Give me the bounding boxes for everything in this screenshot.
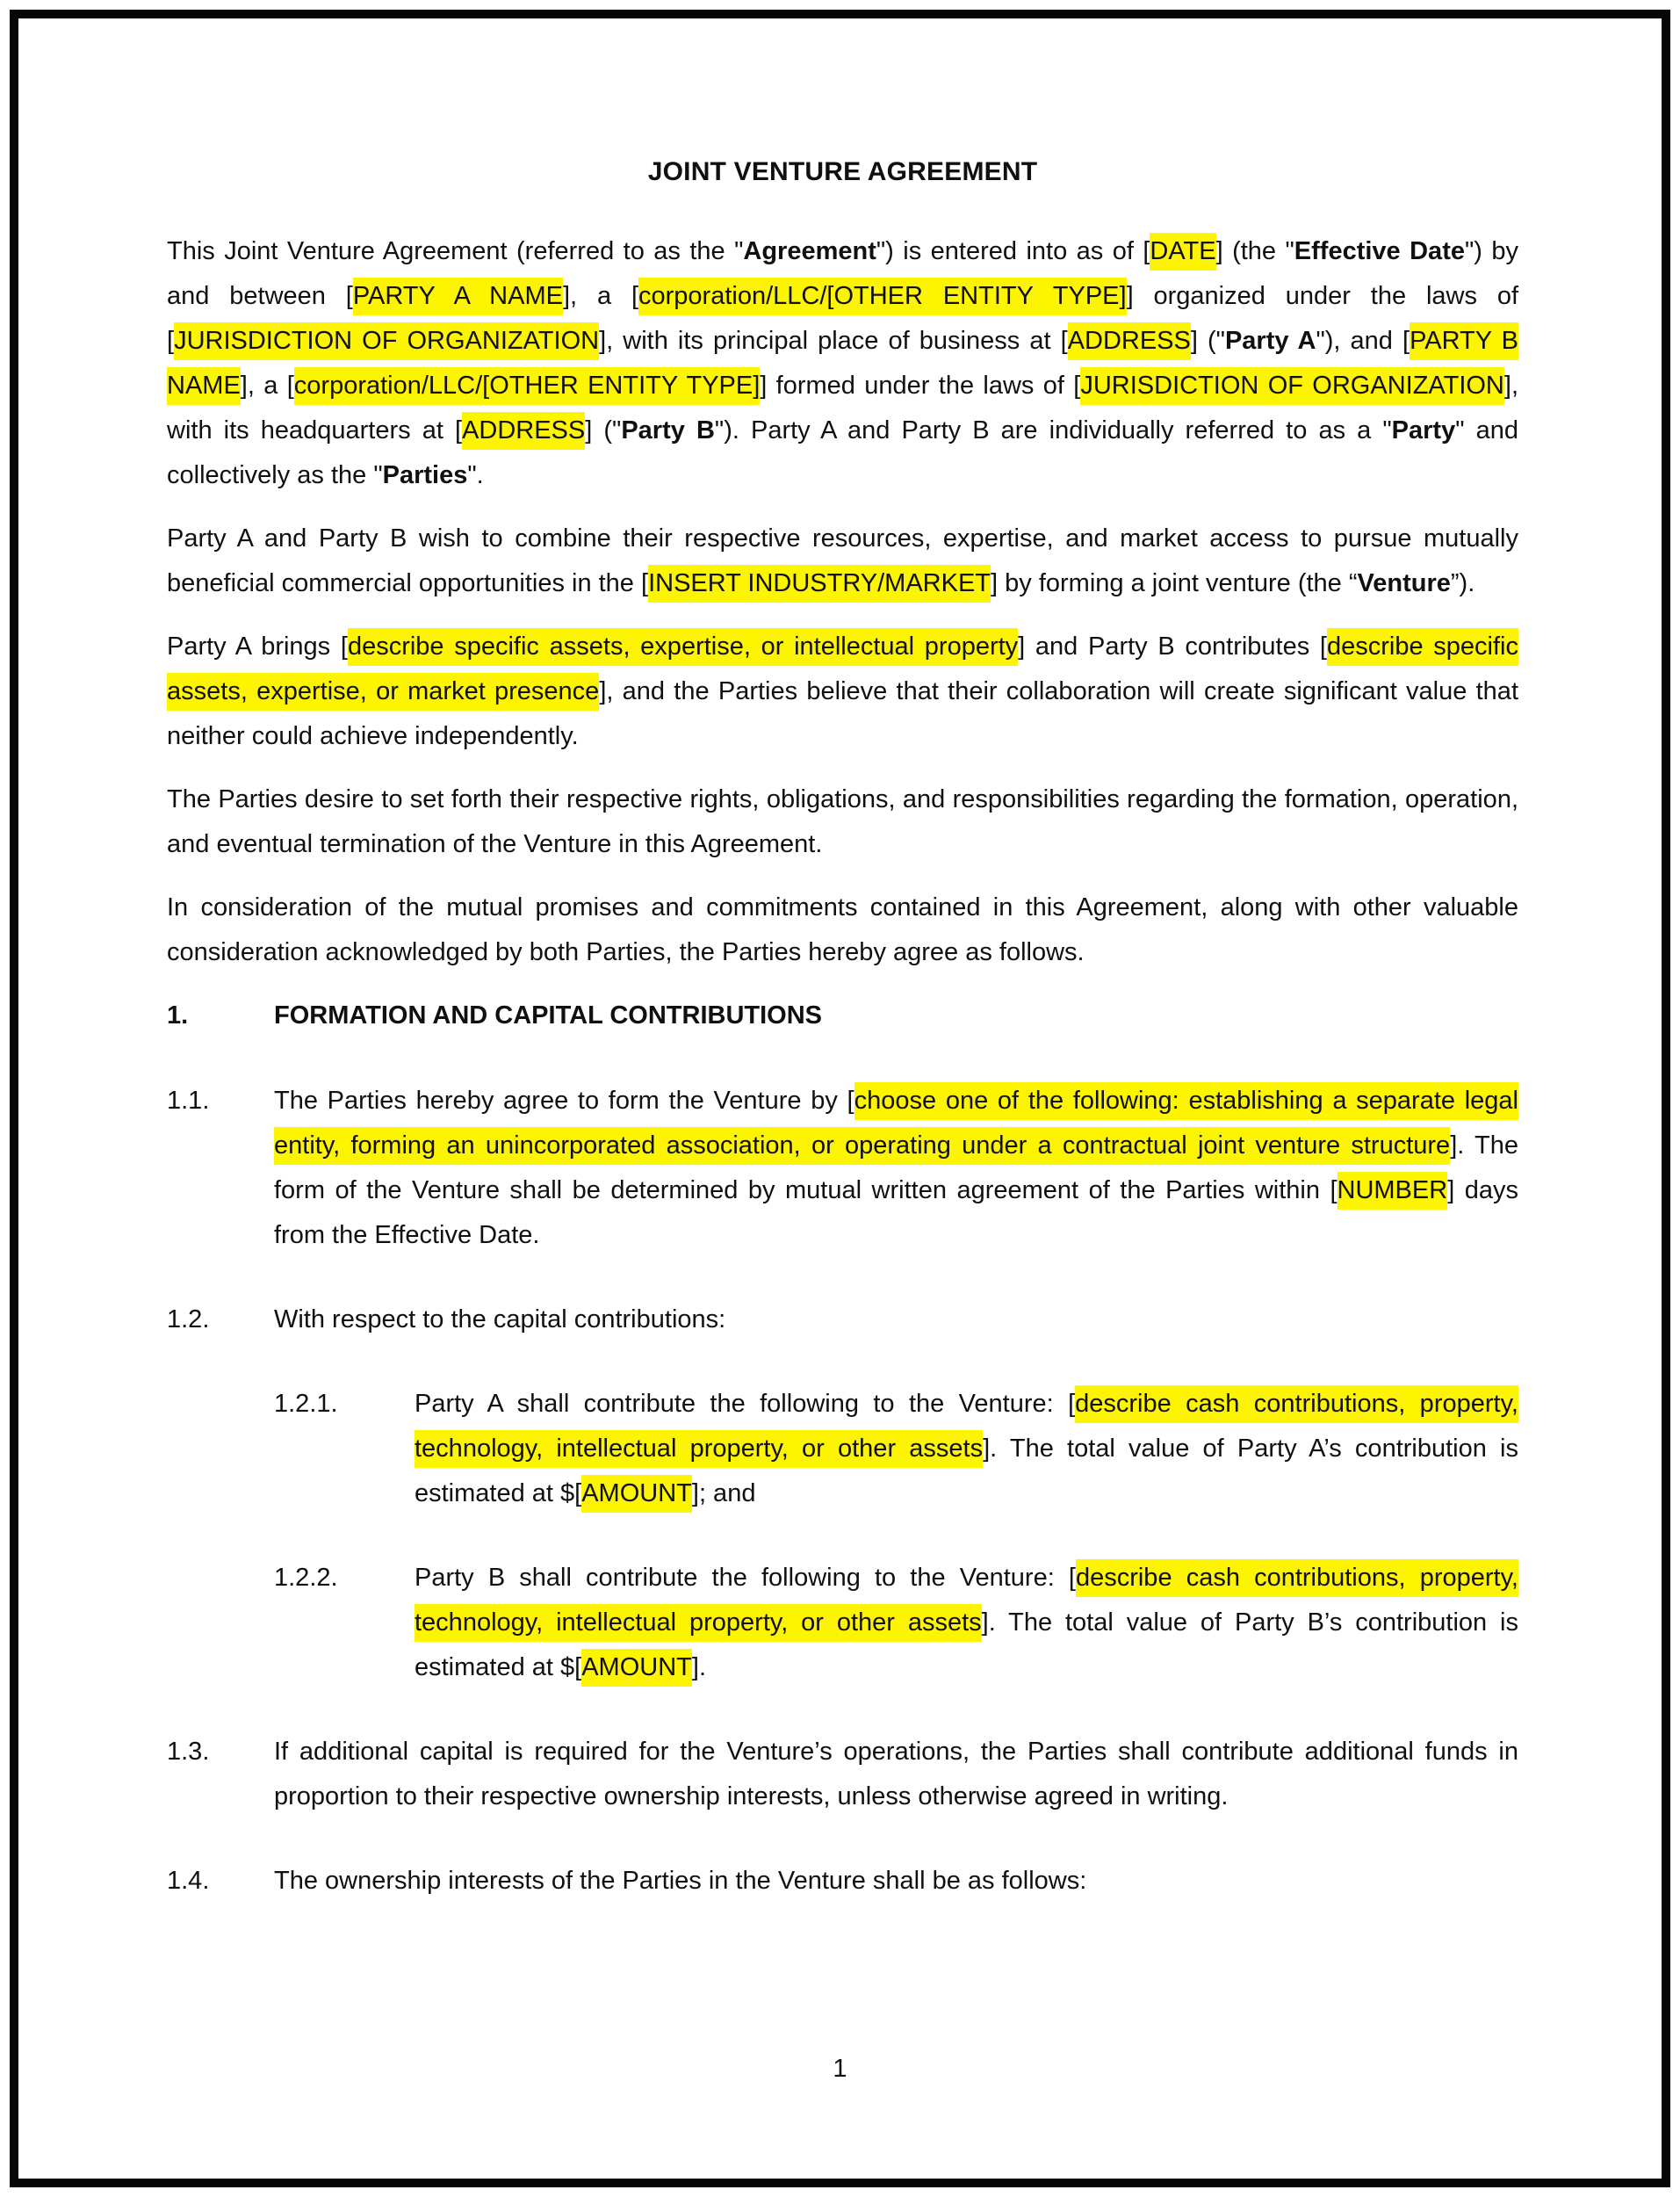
text-run: "). Party A and Party B are individually referred to as a " — [714, 416, 1392, 444]
page-number: 1 — [833, 2055, 847, 2083]
text-run: If additional capital is required for the Venture’s operations, the Parties shall contribute additional funds in proportion to their respective ownership interests, unless otherwise agreed in writing. — [274, 1738, 1518, 1810]
text-run: This Joint Venture Agreement (referred to as the " — [167, 237, 744, 265]
text-run: ]. — [691, 1653, 707, 1681]
text-run: In consideration of the mutual promises and commitments contained in this Agreement, along with other valuable consideration acknowledged by both Parties, the Parties hereby agree as follows. — [167, 893, 1518, 966]
highlighted-placeholder: AMOUNT — [581, 1649, 692, 1687]
text-run: ]. The total value of Party B’s contribution is estimated at $[ — [415, 1608, 1518, 1681]
paragraph — [167, 1859, 1518, 1904]
document-page — [167, 149, 1518, 1943]
highlighted-placeholder: ADDRESS — [1068, 322, 1191, 360]
paragraph — [167, 625, 1518, 759]
paragraph-text — [274, 1859, 1518, 1904]
highlighted-placeholder: corporation/LLC/[OTHER ENTITY TYPE] — [294, 367, 761, 405]
text-run: Party A — [1224, 327, 1316, 355]
clause-number: 1.2.1. — [274, 1390, 338, 1418]
highlighted-placeholder: ADDRESS — [462, 412, 585, 450]
paragraph-text — [167, 517, 1518, 606]
text-run: ], a [ — [562, 282, 639, 310]
paragraph — [167, 777, 1518, 867]
text-run: Party B — [621, 416, 715, 444]
clause-number: 1.2.2. — [274, 1564, 338, 1592]
highlighted-placeholder: AMOUNT — [581, 1475, 692, 1513]
highlighted-placeholder: describe specific assets, expertise, or market presence — [167, 628, 1518, 711]
paragraph-text — [167, 777, 1518, 867]
text-run: ") by and between [ — [167, 237, 1519, 310]
text-run: ] (" — [585, 416, 622, 444]
text-run: ], with its headquarters at [ — [167, 372, 1519, 444]
clause-number: 1.3. — [167, 1738, 210, 1766]
text-run: Parties — [382, 461, 468, 489]
text-run: Party A and Party B wish to combine their respective resources, expertise, and market access to pursue mutually beneficial commercial opportunities in the [ — [167, 524, 1518, 597]
text-run: The ownership interests of the Parties in the Venture shall be as follows: — [274, 1867, 1087, 1895]
paragraph — [167, 885, 1518, 975]
text-run: ") is entered into as of [ — [876, 237, 1150, 265]
paragraph-text — [167, 229, 1518, 498]
paragraph — [167, 1382, 1518, 1516]
highlighted-placeholder: PARTY B NAME — [167, 322, 1518, 405]
text-run: ], a [ — [240, 372, 294, 400]
paragraph-text — [415, 1556, 1518, 1690]
text-run: ], and the Parties believe that their collaboration will create significant value that neither could achieve independently. — [167, 677, 1518, 750]
paragraph-text — [274, 1730, 1518, 1819]
text-run: ] by forming a joint venture (the “ — [991, 569, 1358, 597]
highlighted-placeholder: INSERT INDUSTRY/MARKET — [648, 565, 991, 603]
highlighted-placeholder: JURISDICTION OF ORGANIZATION — [174, 322, 599, 360]
text-run: Venture — [1357, 569, 1451, 597]
paragraph — [167, 1079, 1518, 1258]
highlighted-placeholder: DATE — [1150, 233, 1215, 271]
paragraph — [167, 1297, 1518, 1342]
highlighted-placeholder: PARTY A NAME — [353, 278, 563, 315]
text-run: With respect to the capital contributions: — [274, 1305, 726, 1333]
highlighted-placeholder: NUMBER — [1338, 1172, 1448, 1210]
text-run: FORMATION AND CAPITAL CONTRIBUTIONS — [274, 1001, 822, 1030]
clause-number: 1.1. — [167, 1087, 210, 1115]
document-body — [167, 229, 1518, 1904]
text-run: ] (the " — [1215, 237, 1294, 265]
paragraph-text — [274, 994, 1518, 1038]
text-run: The Parties desire to set forth their respective rights, obligations, and responsibilities regarding the formation, operation, and eventual termination of the Venture in this Agreement. — [167, 785, 1518, 858]
paragraph-text — [415, 1382, 1518, 1516]
text-run: ] and Party B contributes [ — [1018, 632, 1327, 661]
text-run: ] organized under the laws of [ — [167, 282, 1519, 355]
text-run: The Parties hereby agree to form the Venture by [ — [274, 1087, 854, 1115]
text-run: "), and [ — [1316, 327, 1410, 355]
paragraph-text — [167, 625, 1518, 759]
text-run: Party A brings [ — [167, 632, 348, 661]
text-run: ]; and — [691, 1479, 756, 1507]
text-run: " and collectively as the " — [167, 416, 1518, 489]
paragraph — [167, 229, 1518, 498]
paragraph-text — [274, 1297, 1518, 1342]
text-run: Party A shall contribute the following to the Venture: [ — [415, 1390, 1076, 1418]
text-run: ] formed under the laws of [ — [760, 372, 1081, 400]
highlighted-placeholder: corporation/LLC/[OTHER ENTITY TYPE] — [638, 278, 1127, 315]
text-run: Party B shall contribute the following to the Venture: [ — [415, 1564, 1076, 1592]
text-run: ”). — [1450, 569, 1475, 597]
text-run: ], with its principal place of business at [ — [599, 327, 1068, 355]
highlighted-placeholder: JURISDICTION OF ORGANIZATION — [1080, 367, 1504, 405]
text-run: ]. The form of the Venture shall be determined by mutual written agreement of the Parties within [ — [274, 1131, 1518, 1204]
text-run: ]. The total value of Party A’s contribution is estimated at $[ — [415, 1435, 1518, 1507]
text-run: ] days from the Effective Date. — [274, 1176, 1518, 1249]
document-title: JOINT VENTURE AGREEMENT — [647, 157, 1038, 186]
text-run: ] (" — [1190, 327, 1225, 355]
text-run: Party — [1391, 416, 1456, 444]
text-run: Agreement — [743, 237, 876, 265]
section-heading — [167, 994, 1518, 1038]
highlighted-placeholder: choose one of the following: establishing a separate legal entity, forming an unincorporated association, or operating under a contractual joint venture structure — [274, 1082, 1518, 1165]
paragraph-text — [274, 1079, 1518, 1258]
text-run: ". — [467, 461, 484, 489]
paragraph-text — [167, 885, 1518, 975]
highlighted-placeholder: describe specific assets, expertise, or intellectual property — [348, 628, 1018, 666]
highlighted-placeholder: describe cash contributions, property, technology, intellectual property, or other assets — [415, 1385, 1518, 1468]
clause-number: 1.4. — [167, 1867, 210, 1895]
highlighted-placeholder: describe cash contributions, property, technology, intellectual property, or other assets — [415, 1559, 1518, 1642]
paragraph — [167, 1730, 1518, 1819]
clause-number: 1. — [167, 1001, 189, 1030]
text-run: Effective Date — [1294, 237, 1465, 265]
paragraph — [167, 517, 1518, 606]
paragraph — [167, 1556, 1518, 1690]
clause-number: 1.2. — [167, 1305, 210, 1333]
